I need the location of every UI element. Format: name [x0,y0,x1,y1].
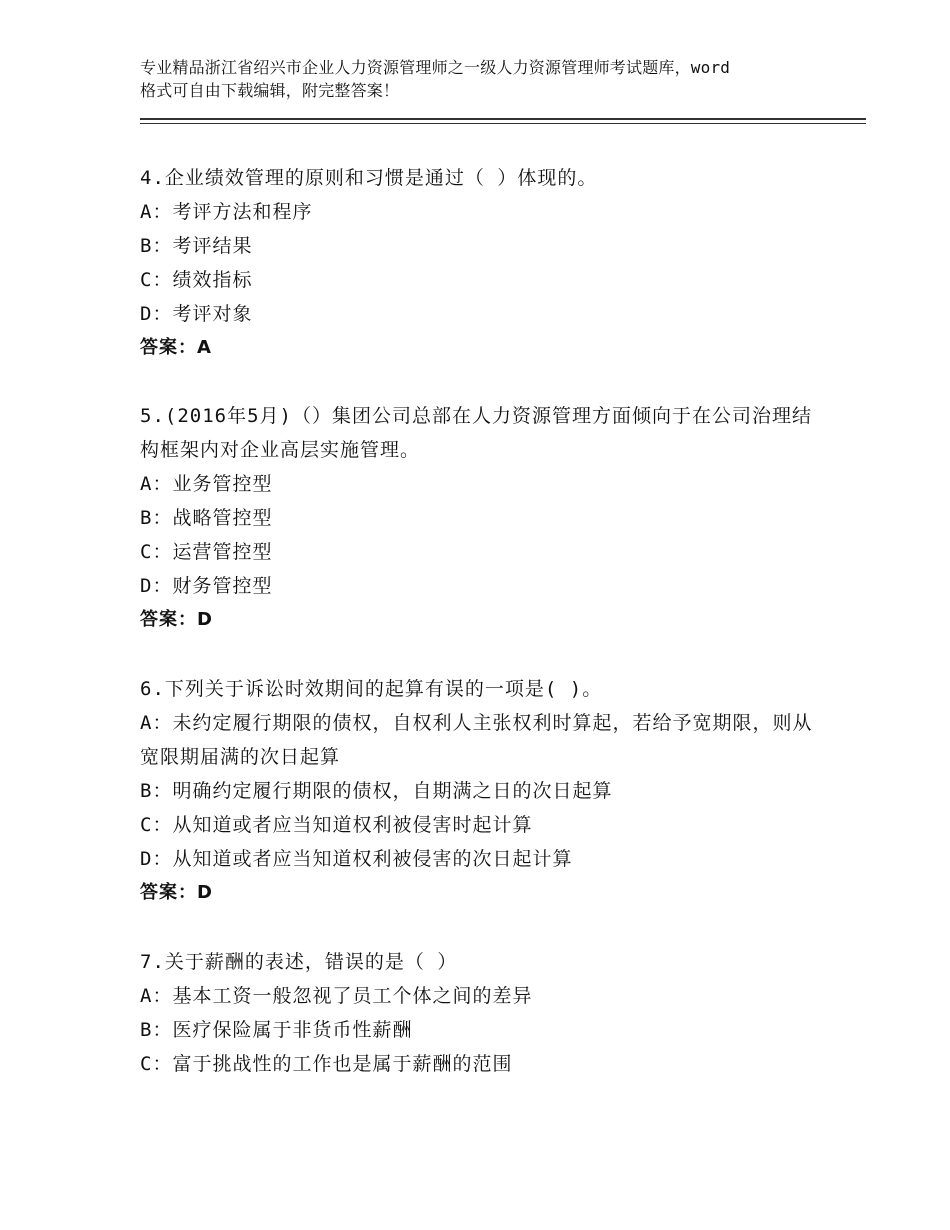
answer: 答案：D [140,882,213,903]
header-divider-thin [140,123,866,124]
option-a: A：未约定履行期限的债权，自权利人主张权利时算起，若给予宽期限，则从宽限期届满的次日起算 [140,712,813,768]
question-stem: 4.企业绩效管理的原则和习惯是通过（ ）体现的。 [140,167,598,189]
option-b: B：战略管控型 [140,507,273,529]
answer: 答案：D [140,609,213,630]
option-a: A：考评方法和程序 [140,201,313,223]
option-d: D：财务管控型 [140,575,273,597]
question-stem: 7.关于薪酬的表述，错误的是（ ） [140,951,458,973]
option-c: C：绩效指标 [140,269,253,291]
option-b: B：考评结果 [140,235,253,257]
option-d: D：考评对象 [140,303,253,325]
question-4 [140,161,820,365]
option-b: B：明确约定履行期限的债权，自期满之日的次日起算 [140,780,613,802]
answer: 答案：A [140,337,212,358]
question-stem: 6.下列关于诉讼时效期间的起算有误的一项是( )。 [140,678,603,700]
option-b: B：医疗保险属于非货币性薪酬 [140,1019,413,1041]
option-c: C：从知道或者应当知道权利被侵害时起计算 [140,814,533,836]
question-5 [140,399,820,637]
question-6 [140,672,820,910]
option-a: A：业务管控型 [140,473,273,495]
question-7 [140,945,820,1081]
option-c: C：运营管控型 [140,541,273,563]
option-a: A：基本工资一般忽视了员工个体之间的差异 [140,985,533,1007]
header-line-2: 格式可自由下载编辑，附完整答案！ [140,81,400,100]
header-line-1: 专业精品浙江省绍兴市企业人力资源管理师之一级人力资源管理师考试题库，word [140,58,731,77]
option-c: C：富于挑战性的工作也是属于薪酬的范围 [140,1053,513,1075]
header-divider-thick [140,118,866,120]
question-stem: 5.(2016年5月)（）集团公司总部在人力资源管理方面倾向于在公司治理结构框架内对企业高层实施管理。 [140,405,812,461]
option-d: D：从知道或者应当知道权利被侵害的次日起计算 [140,848,573,870]
document-header [140,56,830,102]
